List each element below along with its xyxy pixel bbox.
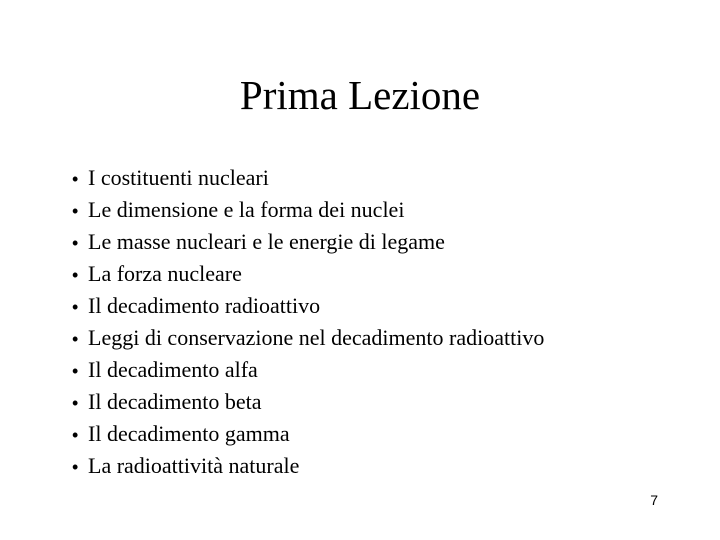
list-item-text: Le masse nucleari e le energie di legame xyxy=(88,229,445,254)
list-item xyxy=(72,418,544,450)
list-item-text: Il decadimento beta xyxy=(88,389,262,414)
slide-title: Prima Lezione xyxy=(239,72,481,118)
list-item xyxy=(72,290,544,322)
page-number: 7 xyxy=(650,492,658,508)
bullet-icon: • xyxy=(72,361,79,381)
bullet-icon: • xyxy=(72,457,79,477)
list-item-text: Il decadimento radioattivo xyxy=(88,293,321,318)
bullet-icon: • xyxy=(72,233,79,253)
bullet-icon: • xyxy=(72,169,79,189)
list-item-text: Il decadimento gamma xyxy=(88,421,290,446)
list-item-text: La radioattività naturale xyxy=(88,453,300,478)
bullet-icon: • xyxy=(72,393,79,413)
bullet-icon: • xyxy=(72,201,79,221)
bullet-icon: • xyxy=(72,329,79,349)
list-item xyxy=(72,258,544,290)
bullet-icon: • xyxy=(72,297,79,317)
list-item-text: I costituenti nucleari xyxy=(88,165,269,190)
list-item-text: Leggi di conservazione nel decadimento radioattivo xyxy=(88,325,545,350)
list-item xyxy=(72,226,544,258)
list-item-text: Il decadimento alfa xyxy=(88,357,258,382)
list-item xyxy=(72,354,544,386)
list-item xyxy=(72,194,544,226)
list-item xyxy=(72,322,544,354)
list-item-text: Le dimensione e la forma dei nuclei xyxy=(88,197,405,222)
bullet-list xyxy=(72,162,544,482)
bullet-icon: • xyxy=(72,265,79,285)
list-item-text: La forza nucleare xyxy=(88,261,242,286)
list-item xyxy=(72,162,544,194)
list-item xyxy=(72,450,544,482)
bullet-icon: • xyxy=(72,425,79,445)
list-item xyxy=(72,386,544,418)
